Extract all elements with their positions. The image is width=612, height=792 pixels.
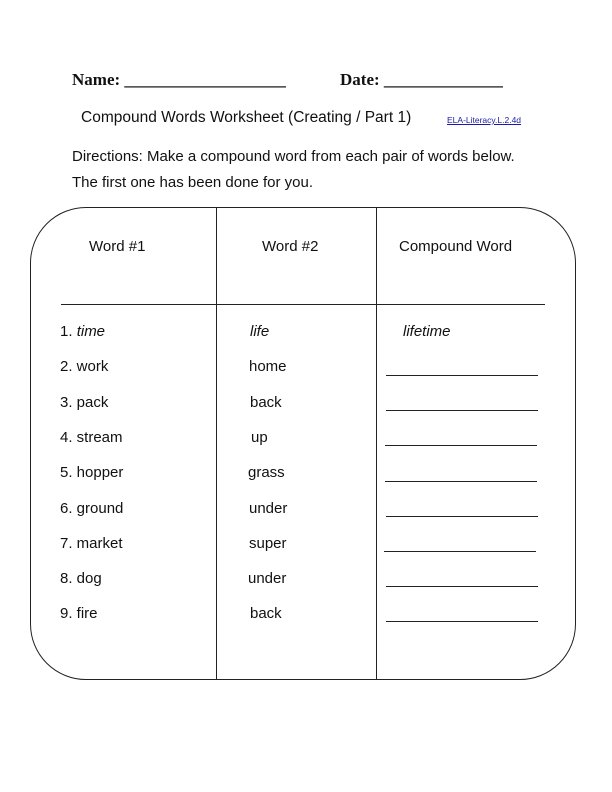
table-row-answer: lifetime <box>403 323 451 340</box>
answer-blank[interactable] <box>386 621 538 622</box>
answer-blank[interactable] <box>386 586 538 587</box>
answer-blank[interactable] <box>385 481 537 482</box>
header-divider <box>61 304 545 305</box>
column-header-compound: Compound Word <box>399 238 513 255</box>
table-row-word2: grass <box>248 464 285 481</box>
table-row-word2: under <box>248 570 287 587</box>
answer-blank[interactable] <box>384 551 536 552</box>
column-header-word2: Word #2 <box>262 238 319 255</box>
table-row-word2: up <box>251 429 268 446</box>
answer-blank[interactable] <box>386 375 538 376</box>
word1-value: time <box>76 323 106 340</box>
table-row-word2: under <box>249 500 288 517</box>
table-row-word1: 9. fire <box>60 605 98 622</box>
table-row-word1 <box>60 323 105 340</box>
standard-link[interactable]: ELA-Literacy.L.2.4d <box>447 115 522 125</box>
table-row-word2: super <box>249 535 287 552</box>
answer-blank[interactable] <box>386 516 538 517</box>
table-row-word2: back <box>250 605 282 622</box>
table-row-word1: 5. hopper <box>60 464 124 481</box>
name-field[interactable]: Name: ___________________ <box>72 70 286 89</box>
table-row-word1: 6. ground <box>60 500 124 517</box>
date-field[interactable]: Date: ______________ <box>340 70 503 89</box>
worksheet-title: Compound Words Worksheet (Creating / Part 1) <box>81 109 412 126</box>
table-row-word2: back <box>250 394 282 411</box>
column-divider <box>376 208 377 680</box>
table-row-word1: 3. pack <box>60 394 109 411</box>
table-row-word1: 4. stream <box>60 429 123 446</box>
answer-blank[interactable] <box>386 410 538 411</box>
answer-blank[interactable] <box>385 445 537 446</box>
table-row-word2: life <box>250 323 270 340</box>
column-header-word1: Word #1 <box>89 238 146 255</box>
table-row-word1: 8. dog <box>60 570 102 587</box>
column-divider <box>216 208 217 680</box>
table-row-word1: 2. work <box>60 358 109 375</box>
table-row-word1: 7. market <box>60 535 123 552</box>
directions-text: Directions: Make a compound word from each pair of words below. The first one has been done for you. <box>72 148 515 191</box>
row-number: 1. <box>60 323 73 340</box>
table-row-word2: home <box>249 358 287 375</box>
